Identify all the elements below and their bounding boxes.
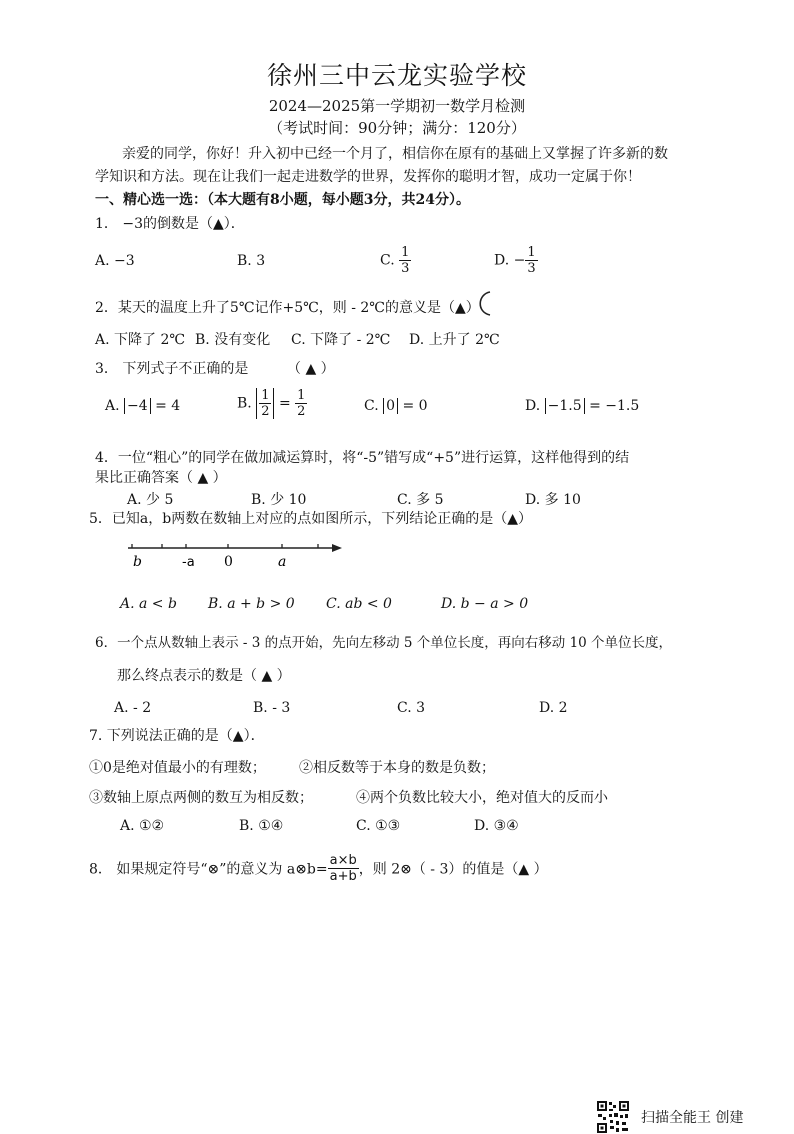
question-5-option-a: A. a < b <box>120 596 177 612</box>
fraction-numerator: 1 <box>401 245 410 260</box>
fraction-numerator: 1 <box>261 388 270 403</box>
equation-rest: = 0 <box>402 398 428 414</box>
question-5-option-c: C. ab < 0 <box>326 596 392 612</box>
question-5-option-d: D. b − a > 0 <box>441 596 529 612</box>
axis-label-neg-a: -a <box>182 555 195 570</box>
fraction-denominator: 3 <box>527 261 536 276</box>
option-label: C. <box>380 252 395 269</box>
exam-title: 2024—2025第一学期初一数学月检测 <box>268 97 526 115</box>
question-7-option-b: B. ①④ <box>239 818 284 834</box>
question-7-statement-3: ③数轴上原点两侧的数互为相反数； <box>89 790 313 806</box>
question-7-option-d: D. ③④ <box>474 818 519 834</box>
axis-label-zero: 0 <box>224 554 233 570</box>
option-label: A. <box>105 398 120 414</box>
question-8-stem-prefix: 8． 如果规定符号“⊗”的意义为 a⊗b= <box>89 861 328 878</box>
question-1-option-b: B. 3 <box>237 253 266 269</box>
arrow-head-icon <box>332 544 342 552</box>
option-label: D. <box>525 398 541 414</box>
question-1-stem: 1． −3的倒数是（▲）． <box>95 216 245 232</box>
fraction-denominator: 2 <box>261 404 270 419</box>
question-7-statement-1: ①0是绝对值最小的有理数； <box>89 760 266 776</box>
question-7-option-c: C. ①③ <box>356 818 401 834</box>
fraction-numerator: a×b <box>329 853 357 868</box>
absolute-value <box>256 388 274 419</box>
axis-label-b: b <box>133 554 142 570</box>
question-4-option-d: D. 多 10 <box>525 492 581 508</box>
question-3-option-c <box>364 398 428 414</box>
option-label: C. <box>364 398 379 414</box>
question-4-option-c: C. 多 5 <box>397 492 444 508</box>
question-7-stem: 7. 下列说法正确的是（▲）． <box>89 728 265 744</box>
equation-rest: = −1.5 <box>589 398 640 414</box>
question-4-line-2: 果比正确答案（ ▲ ） <box>95 470 227 486</box>
question-2-option-a: A. 下降了 2℃ <box>95 332 186 348</box>
question-4-line-1: 4．一位“粗心”的同学在做加减运算时，将“-5”错写成“+5”进行运算，这样他得到的结 <box>95 450 630 466</box>
question-3-blank: （ ▲ ） <box>287 361 335 377</box>
fraction <box>525 245 537 276</box>
question-2-option-d: D. 上升了 2℃ <box>409 332 500 348</box>
school-title: 徐州三中云龙实验学校 <box>266 61 527 90</box>
intro-line-1: 亲爱的同学，你好！升入初中已经一个月了，相信你在原有的基础上又掌握了许多新的数 <box>122 146 668 162</box>
fraction-denominator: 3 <box>401 261 410 276</box>
question-1-option-d <box>494 245 538 276</box>
question-6-line-2: 那么终点表示的数是（ ▲ ） <box>117 668 291 684</box>
qr-code-icon <box>596 1100 630 1134</box>
exam-info: （考试时间：90分钟；满分：120分） <box>268 119 526 137</box>
equation-rest: = 4 <box>155 398 181 414</box>
question-5-option-b: B. a + b > 0 <box>208 596 295 612</box>
question-2-stem: 2．某天的温度上升了5℃记作+5℃，则 - 2℃的意义是（▲） <box>95 300 480 316</box>
question-5-stem: 5．已知a，b两数在数轴上对应的点如图所示，下列结论正确的是（▲） <box>89 511 532 527</box>
question-7-statement-4: ④两个负数比较大小，绝对值大的反而小 <box>356 790 608 806</box>
question-8-stem-suffix: ，则 2⊗（ - 3）的值是（▲ ） <box>358 861 548 878</box>
absolute-value: −1.5 <box>545 398 585 414</box>
question-3-option-d <box>525 398 639 414</box>
fraction <box>328 853 359 884</box>
question-4-option-b: B. 少 10 <box>251 492 307 508</box>
question-1-option-c <box>380 245 411 276</box>
question-2-option-c: C. 下降了 - 2℃ <box>291 332 391 348</box>
scanner-watermark-label: 扫描全能王 创建 <box>641 1110 744 1126</box>
fraction <box>295 388 307 419</box>
question-4-option-a: A. 少 5 <box>127 492 174 508</box>
handwritten-mark <box>472 288 496 318</box>
fraction <box>399 245 411 276</box>
question-6-option-d: D. 2 <box>539 700 568 716</box>
fraction <box>259 388 271 419</box>
axis-label-a: a <box>278 554 287 570</box>
number-line-diagram <box>124 536 348 572</box>
fraction-denominator: a+b <box>329 869 357 884</box>
intro-line-2: 学知识和方法。现在让我们一起走进数学的世界，发挥你的聪明才智，成功一定属于你！ <box>95 169 641 185</box>
question-3-option-a <box>105 398 180 414</box>
question-6-option-b: B. - 3 <box>253 700 291 716</box>
question-8-stem <box>89 853 548 884</box>
absolute-value: −4 <box>124 398 151 414</box>
question-7-option-a: A. ①② <box>120 818 165 834</box>
question-2-option-b: B. 没有变化 <box>195 332 271 348</box>
fraction-numerator: 1 <box>297 388 306 403</box>
fraction-numerator: 1 <box>527 245 536 260</box>
option-label: D. − <box>494 252 526 269</box>
question-1-option-a: A. −3 <box>95 253 135 269</box>
equals-sign: = <box>278 395 291 412</box>
question-7-statement-2: ②相反数等于本身的数是负数； <box>299 760 495 776</box>
question-3-option-b <box>237 388 307 419</box>
question-6-option-a: A. - 2 <box>114 700 152 716</box>
fraction-denominator: 2 <box>297 404 306 419</box>
question-6-option-c: C. 3 <box>397 700 426 716</box>
option-label: B. <box>237 395 252 412</box>
question-3-stem: 3． 下列式子不正确的是 <box>95 361 249 377</box>
section-heading: 一、精心选一选：（本大题有8小题，每小题3分，共24分）。 <box>95 192 470 208</box>
question-6-line-1: 6．一个点从数轴上表示 - 3 的点开始，先向左移动 5 个单位长度，再向右移动 10 个单位长度， <box>95 635 673 651</box>
absolute-value: 0 <box>383 398 398 414</box>
